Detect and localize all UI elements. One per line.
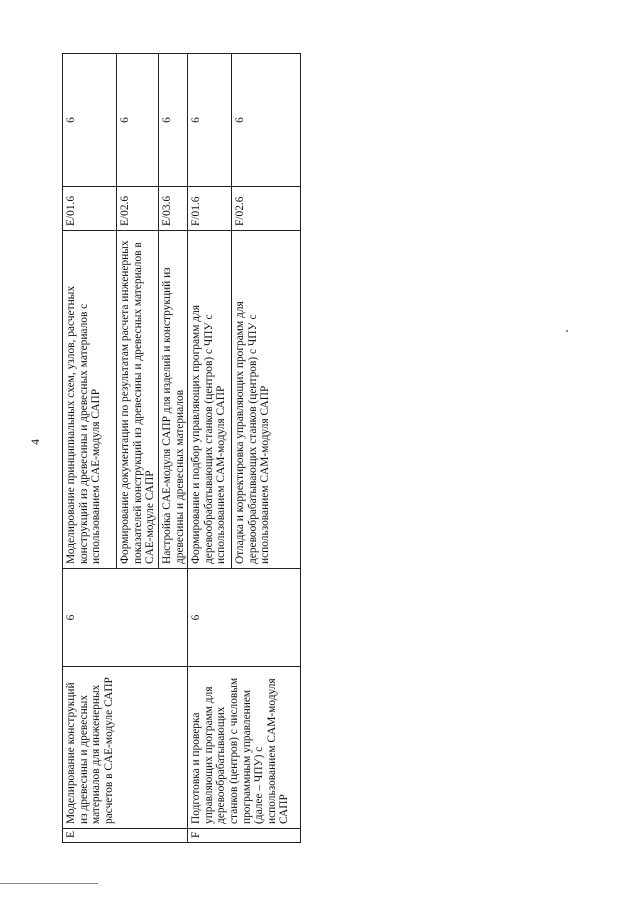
gen-function-level: 6 xyxy=(188,569,301,667)
gen-function-level: 6 xyxy=(63,569,188,667)
gen-function-name: Подготовка и проверка управляющих программ для деревообрабатывающих станков (центров) с числовым программным управлением (далее – ЧПУ) с использованием CAM-модуля САПР xyxy=(188,667,301,829)
labor-function-code: E/02.6 xyxy=(117,187,159,231)
labor-function-text: Формирование документации по результатам расчета инженерных показателей конструкций из древесины и древесных материалов в CAE-модуле САПР xyxy=(117,231,159,569)
rotated-table-container xyxy=(62,53,301,843)
labor-function-code: F/01.6 xyxy=(188,187,232,231)
gen-function-code: E xyxy=(63,829,188,843)
labor-function-text: Отладка и корректировка управляющих программ для деревообрабатывающих станков (центров) с ЧПУ с использованием CAM-модуля САПР xyxy=(232,231,301,569)
labor-function-level: 6 xyxy=(63,54,117,187)
labor-function-code: F/02.6 xyxy=(232,187,301,231)
table-row xyxy=(63,54,117,843)
scan-artifact xyxy=(566,330,568,332)
labor-function-level: 6 xyxy=(188,54,232,187)
gen-function-name: Моделирование конструкций из древесины и древесных материалов для инженерных расчетов в CAE-модуле САПР xyxy=(63,667,188,829)
labor-function-text: Формирование и подбор управляющих программ для деревообрабатывающих станков (центров) с ЧПУ с использованием CAM-модуля САПР xyxy=(188,231,232,569)
labor-function-text: Моделирование принципиальных схем, узлов, расчетных конструкций из древесины и древесных материалов с использованием CAE-модуля САПР xyxy=(63,231,117,569)
page-number: 4 xyxy=(28,439,42,445)
labor-function-level: 6 xyxy=(232,54,301,187)
labor-function-level: 6 xyxy=(159,54,188,187)
labor-function-text: Настройка CAE-модуля САПР для изделий и конструкций из древесины и древесных материалов xyxy=(159,231,188,569)
labor-function-code: E/03.6 xyxy=(159,187,188,231)
labor-function-level: 6 xyxy=(117,54,159,187)
functions-table xyxy=(62,53,301,843)
scan-artifact xyxy=(0,883,98,884)
labor-function-code: E/01.6 xyxy=(63,187,117,231)
gen-function-code: F xyxy=(188,829,301,843)
table-row xyxy=(188,54,232,843)
